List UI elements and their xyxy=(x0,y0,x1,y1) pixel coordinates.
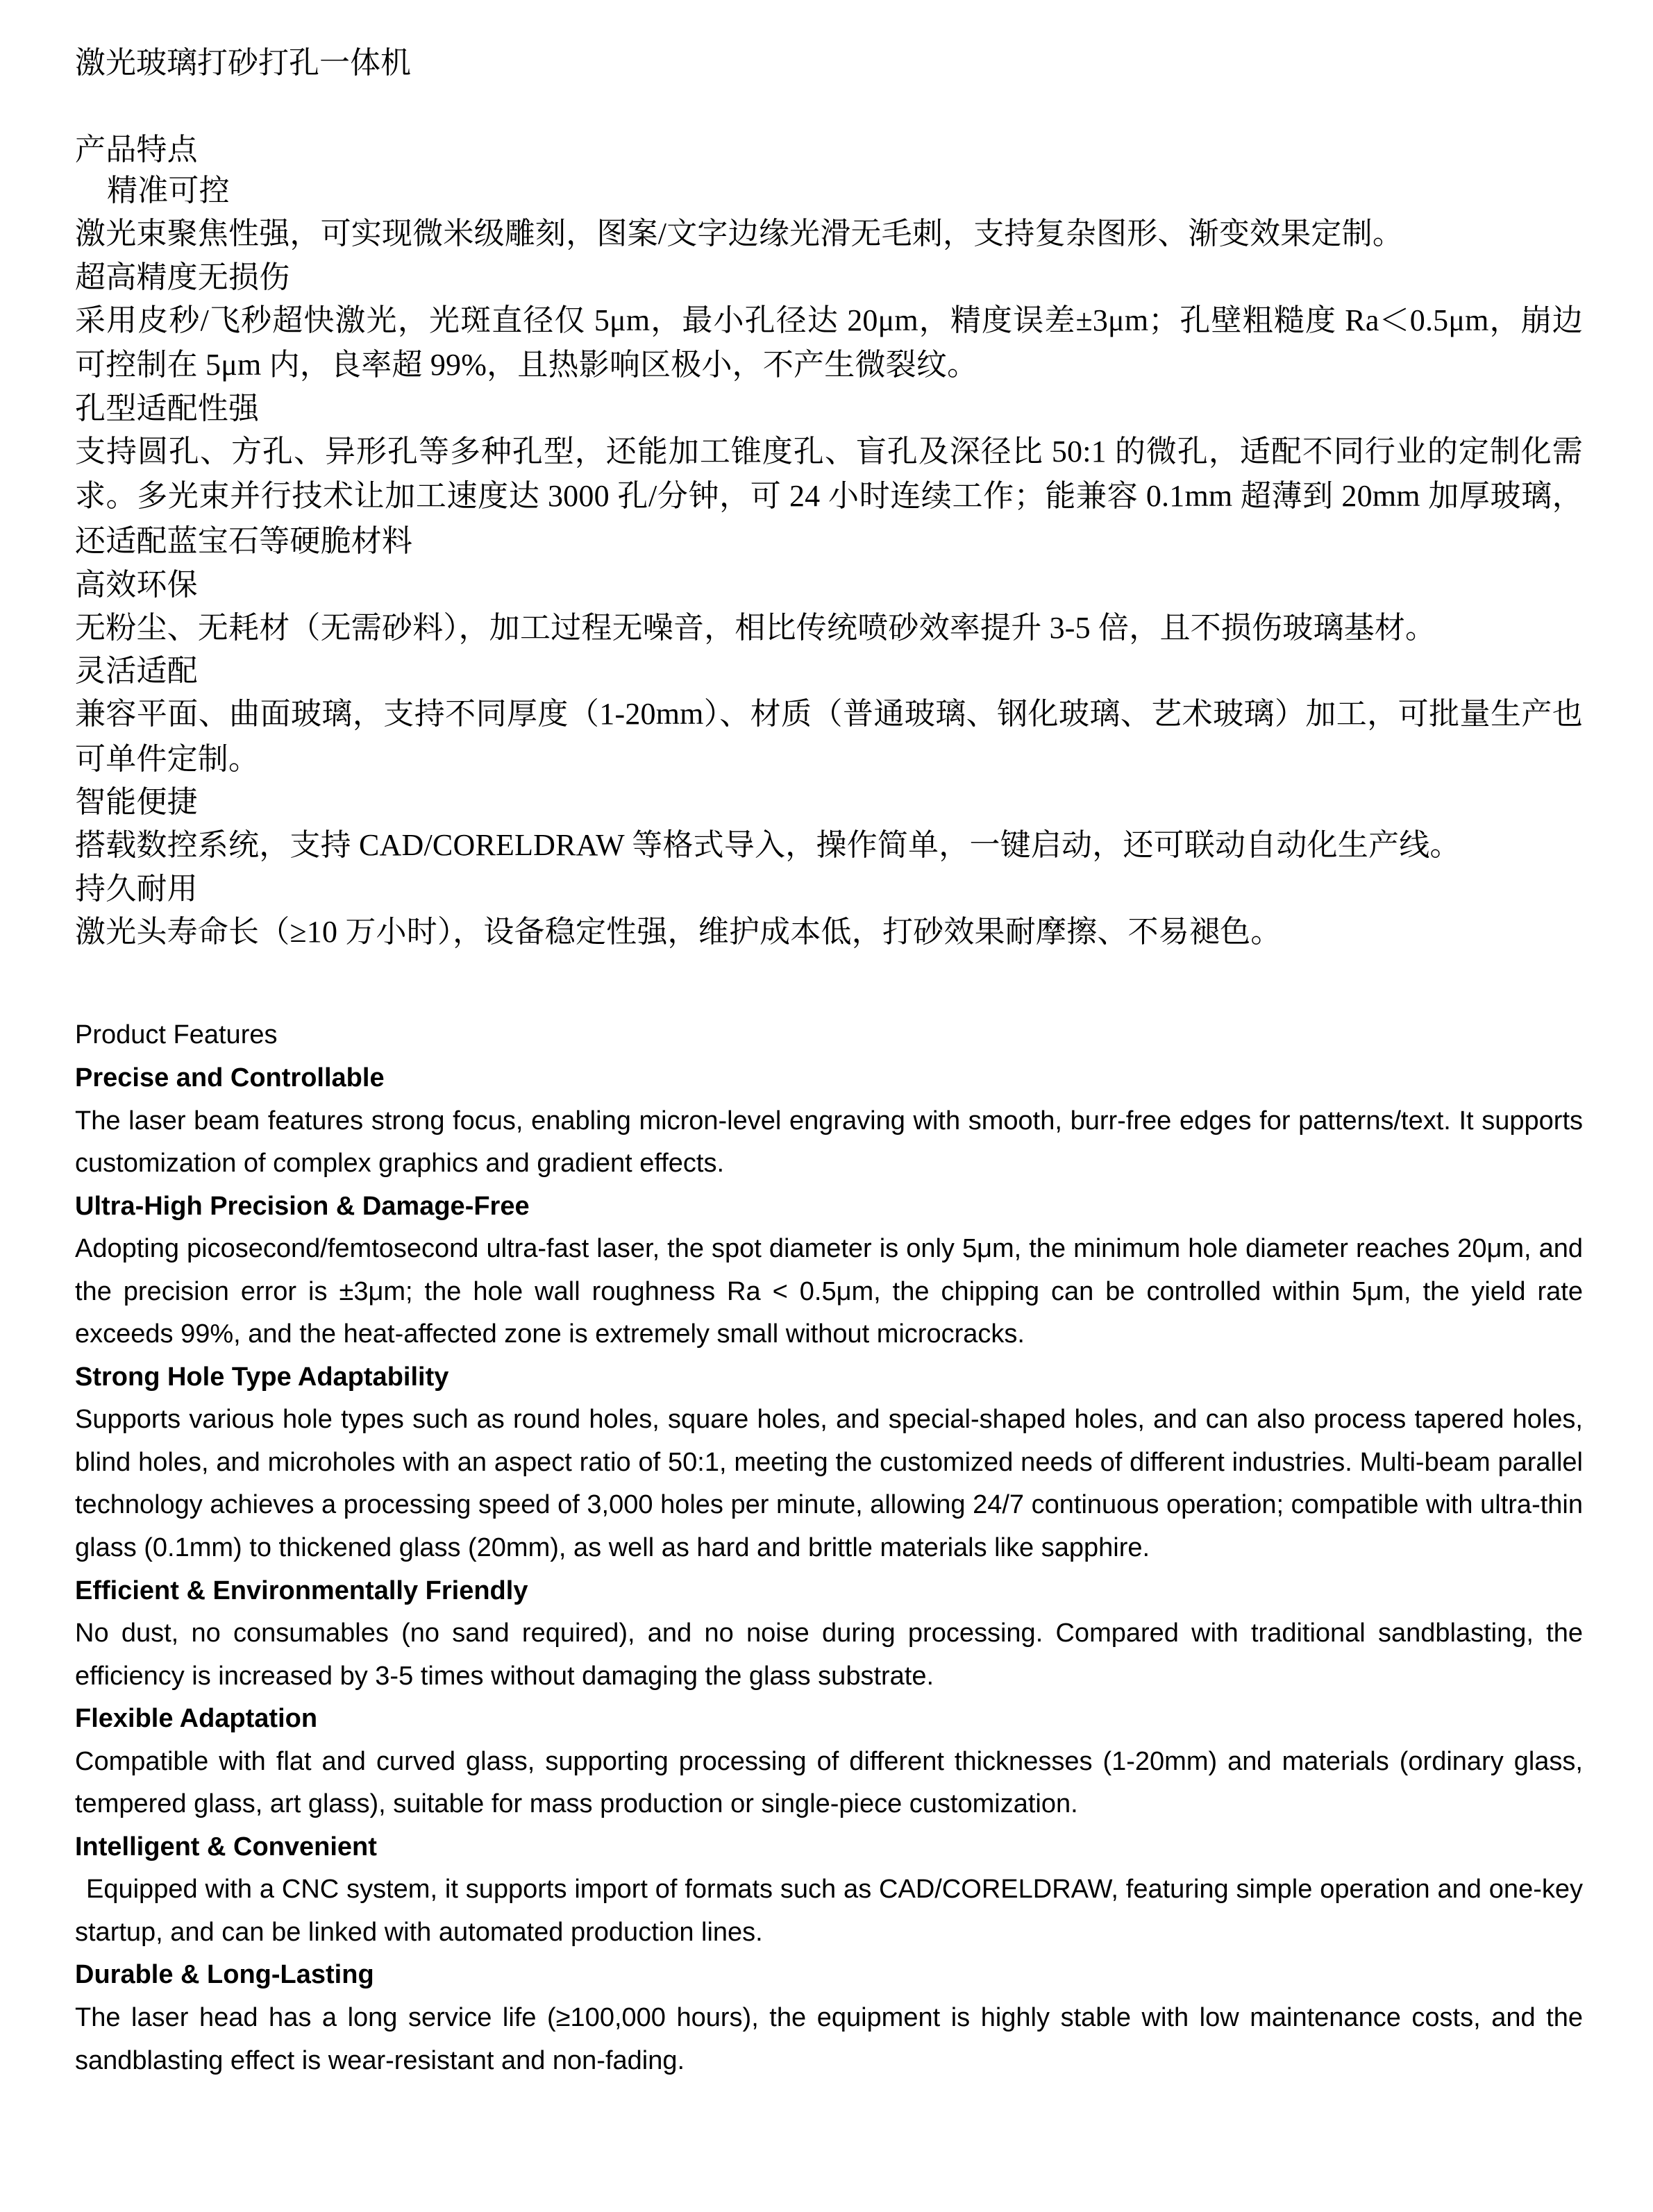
chinese-section-heading: 产品特点 xyxy=(75,133,198,167)
chinese-feature-item xyxy=(75,564,1583,651)
chinese-feature-body: 无粉尘、无耗材（无需砂料），加工过程无噪音，相比传统喷砂效率提升 3-5 倍，且不损伤玻璃基材。 xyxy=(75,610,1436,645)
english-feature-body: Supports various hole types such as round holes, square holes, and special-shaped holes, and can also process tapered holes, blind holes, and microholes with an aspect ratio of 50:1, meeting the customized needs of different industries. Multi-beam parallel technology achieves a processing speed of 3,000 holes per minute, allowing 24/7 continuous operation; compatible with ultra-thin glass (0.1mm) to thickened glass (20mm), as well as hard and brittle materials like sapphire. xyxy=(75,1405,1583,1563)
english-feature-item xyxy=(75,1570,1583,1698)
english-feature-body: The laser beam features strong focus, enabling micron-level engraving with smooth, burr-free edges for patterns/text. It supports customization of complex graphics and gradient effects. xyxy=(75,1106,1583,1179)
language-block-divider xyxy=(75,954,1583,1014)
english-feature-body: The laser head has a long service life (≥100,000 hours), the equipment is highly stable with low maintenance costs, and the sandblasting effect is wear-resistant and non-fading. xyxy=(75,2003,1583,2075)
chinese-feature-item xyxy=(75,171,1583,257)
english-feature-item xyxy=(75,1185,1583,1356)
chinese-feature-item xyxy=(75,388,1583,564)
chinese-feature-heading: 持久耐用 xyxy=(75,871,198,906)
chinese-feature-heading: 高效环保 xyxy=(75,567,198,602)
english-feature-body: Equipped with a CNC system, it supports import of formats such as CAD/CORELDRAW, featuring simple operation and one-key startup, and can be linked with automated production lines. xyxy=(75,1875,1583,1947)
english-feature-body: Compatible with flat and curved glass, supporting processing of different thicknesses (1-20mm) and materials (ordinary glass, tempered glass, art glass), suitable for mass production or single-piece customization. xyxy=(75,1746,1583,1819)
english-feature-item xyxy=(75,1057,1583,1185)
chinese-feature-item xyxy=(75,650,1583,782)
english-feature-heading: Precise and Controllable xyxy=(75,1063,385,1092)
chinese-feature-heading: 精准可控 xyxy=(107,174,230,208)
english-feature-heading: Flexible Adaptation xyxy=(75,1704,318,1734)
chinese-content-block xyxy=(75,130,1583,954)
english-feature-body: No dust, no consumables (no sand required), and no noise during processing. Compared with traditional sandblasting, the efficiency is increased by 3-5 times without damaging the glass substrate. xyxy=(75,1619,1583,1691)
english-feature-item xyxy=(75,1826,1583,1955)
english-section-heading: Product Features xyxy=(75,1020,278,1050)
english-feature-heading: Intelligent & Convenient xyxy=(75,1832,377,1861)
chinese-feature-body: 激光束聚焦性强，可实现微米级雕刻，图案/文字边缘光滑无毛刺，支持复杂图形、渐变效果定制。 xyxy=(75,217,1404,251)
english-feature-heading: Efficient & Environmentally Friendly xyxy=(75,1576,528,1605)
english-feature-list xyxy=(75,1057,1583,2082)
chinese-feature-body: 支持圆孔、方孔、异形孔等多种孔型，还能加工锥度孔、盲孔及深径比 50:1 的微孔，适配不同行业的定制化需求。多光束并行技术让加工速度达 3000 孔/分钟，可 24 小时连续工作；能兼容 0.1mm 超薄到 20mm 加厚玻璃，还适配蓝宝石等硬脆材料 xyxy=(75,434,1583,559)
english-feature-heading: Strong Hole Type Adaptability xyxy=(75,1362,449,1392)
chinese-feature-body: 搭载数控系统，支持 CAD/CORELDRAW 等格式导入，操作简单，一键启动，还可联动自动化生产线。 xyxy=(75,828,1461,863)
chinese-feature-item xyxy=(75,868,1583,955)
english-feature-item xyxy=(75,1356,1583,1570)
english-feature-heading: Ultra-High Precision & Damage-Free xyxy=(75,1191,530,1221)
english-feature-heading: Durable & Long-Lasting xyxy=(75,1960,374,1990)
document-title: 激光玻璃打砂打孔一体机 xyxy=(75,46,411,80)
chinese-feature-heading: 灵活适配 xyxy=(75,654,198,689)
chinese-feature-heading: 超高精度无损伤 xyxy=(75,260,290,294)
chinese-feature-body: 采用皮秒/飞秒超快激光，光斑直径仅 5μm，最小孔径达 20μm，精度误差±3μm；孔壁粗糙度 Ra＜0.5μm，崩边可控制在 5μm 内，良率超 99%，且热影响区极小，不产生微裂纹。 xyxy=(75,303,1583,382)
english-feature-item xyxy=(75,1698,1583,1826)
chinese-feature-heading: 孔型适配性强 xyxy=(75,391,260,425)
chinese-feature-item xyxy=(75,782,1583,868)
chinese-feature-body: 激光头寿命长（≥10 万小时），设备稳定性强，维护成本低，打砂效果耐摩擦、不易褪色。 xyxy=(75,914,1282,949)
english-content-block xyxy=(75,1014,1583,2082)
chinese-feature-heading: 智能便捷 xyxy=(75,785,198,820)
chinese-feature-item xyxy=(75,257,1583,388)
english-feature-body: Adopting picosecond/femtosecond ultra-fast laser, the spot diameter is only 5μm, the minimum hole diameter reaches 20μm, and the precision error is ±3μm; the hole wall roughness Ra < 0.5μm, the chipping can be controlled within 5μm, the yield rate exceeds 99%, and the heat-affected zone is extremely small without microcracks. xyxy=(75,1234,1583,1349)
chinese-feature-body: 兼容平面、曲面玻璃，支持不同厚度（1-20mm）、材质（普通玻璃、钢化玻璃、艺术玻璃）加工，可批量生产也可单件定制。 xyxy=(75,697,1583,776)
chinese-feature-list xyxy=(75,171,1583,954)
english-feature-item xyxy=(75,1954,1583,2082)
